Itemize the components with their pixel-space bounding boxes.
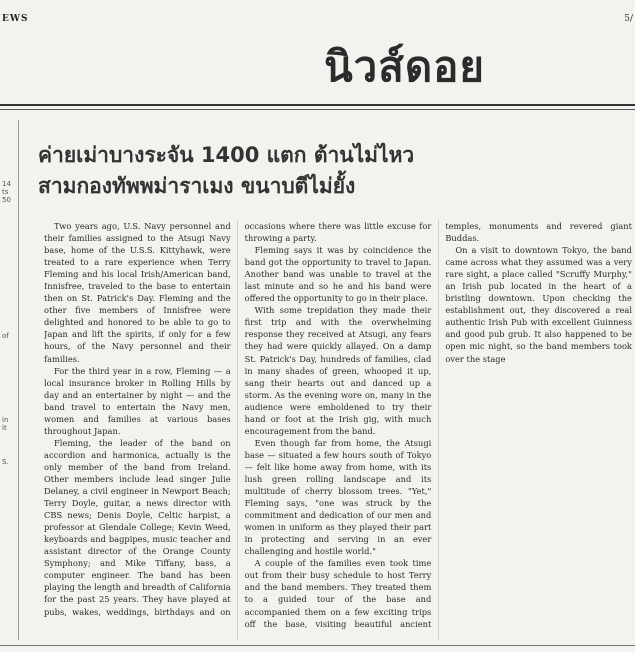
margin-fragment: of [2, 332, 9, 340]
article-paragraph: With some trepidation they made their first trip and with the overwhelming response they received at Atsugi, any fears they had were quickly allayed. On a damp St. Patrick's Day, hundreds of families, clad in many shades of green, whooped it up, sang their hearts out and danced up a storm. As the evening wore on, many in the audience were emboldened to try their hand or foot at the Irish gig, with much encouragement from the band. [244, 305, 432, 436]
margin-fragment: 14 [2, 180, 11, 188]
headline-line-2: สามกองทัพพม่าราเมง ขนาบตีไม่ยั้ง [38, 174, 356, 198]
masthead-title: นิวส์ดอย [323, 42, 485, 91]
article-paragraph: Two years ago, U.S. Navy personnel and their families assigned to the Atsugi Navy base, home of the U.S.S. Kittyhawk, were treated to a rare experience when Terry Fleming and his local Irish/American band, Innisfree, traveled to the base to entertain then on St. Patrick's Day. Fleming and the other five members of Innisfree were delighted and honored to be able to go to Japan and lift the spirits, if only for a few hours, of the Navy personnel and their families. [44, 221, 231, 364]
margin-fragment: it [2, 424, 7, 432]
article-paragraph: A couple of the families even took time out from their busy schedule to host Terry and the band members. They treated them to a guided tour of the base and accompanied them on a few exciting trips off the base, visiting beautiful ancient temples, monuments and revered giant Buddas. [244, 221, 632, 629]
page-number: 5/ [624, 14, 633, 24]
page-header [0, 0, 635, 30]
headline-line-1: ค่ายเม่าบางระจัน 1400 แตก ต้านไม่ไหว [38, 143, 415, 167]
masthead-rule-thin [0, 109, 635, 110]
article-paragraph: Fleming says it was by coincidence the band got the opportunity to travel to Japan. Another band was unable to travel at the last minute and so he and his band were offered the opportunity to go in their place. [244, 245, 432, 304]
article-paragraph: Even though far from home, the Atsugi base — situated a few hours south of Tokyo — felt like home away from home, with its lush green rolling landscape and its multitude of cherry blossom trees. "Yet," Fleming says, "one was struck by the commitment and dedication of our men and women in uniform as they played their part in protecting and serving in an ever challenging and hostile world." [244, 437, 432, 557]
article-paragraph: Fleming, the leader of the band on accordion and harmonica, actually is the only member of the band from Ireland. Other members include lead singer Julie Delaney, a civil engineer in Newport Beach; Terry Doyle, guitar, a news director with CBS news; Denis Doyle, Celtic harpist, a professor at Glendale College; Kevin Weed, keyboards and bagpipes, music teacher and assistant director of the Orange County Symphony; and Mike Tiffany, bass, a computer engineer. The band has been playing the length and breadth of California for the past 25 years. They have played at pubs, wakes, weddings, birthdays and on occasions where there was little excuse for throwing a party. [44, 221, 432, 617]
margin-fragment: in [2, 416, 9, 424]
margin-fragment: 50 [2, 196, 11, 204]
article-paragraph: For the third year in a row, Fleming — a local insurance broker in Rolling Hills by day and an entertainer by night — and the band travel to entertain the Navy men, women and families at various bases throughout Japan. [44, 365, 231, 436]
masthead-rule-thick [0, 104, 635, 106]
left-margin-fragments [0, 120, 19, 640]
section-label: EWS [2, 14, 29, 24]
article-paragraph: On a visit to downtown Tokyo, the band came across what they assumed was a very rare sight, a place called "Scruffy Murphy," an Irish pub located in the heart of a bristling downtown. Upon checking the establishment out, they discovered a real authentic Irish Pub with excellent Guinness and good pub grub. It also happened to be open mic night, so the band members took over the stage [445, 245, 632, 364]
margin-fragment: ts [2, 188, 9, 196]
page-bottom-rule [0, 645, 635, 646]
margin-fragment: S. [2, 458, 9, 466]
article-body [44, 220, 632, 640]
article-headline [38, 140, 598, 202]
